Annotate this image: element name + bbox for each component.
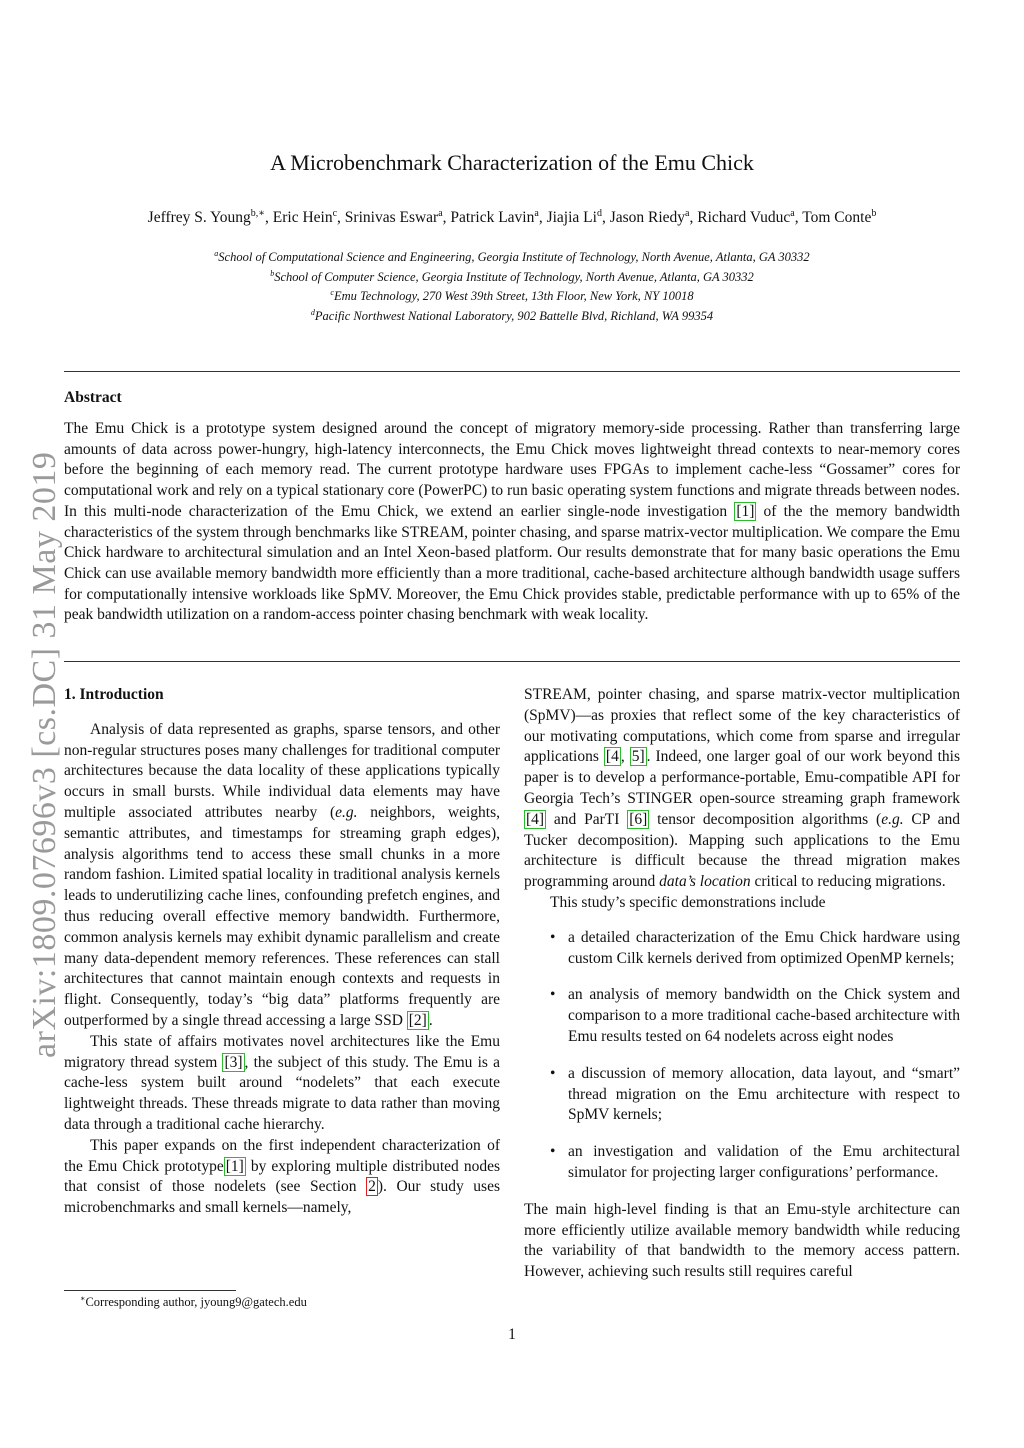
paragraph: This state of affairs motivates novel architectures like the Emu migratory thread system [3] , the subject of this study. The Emu is a cache-less system built around “nodelets” that each execute lightweight threads. These threads migrate to data rather than moving data through a traditional cache hierarchy. xyxy=(64,1032,500,1133)
citation-link[interactable]: [6] xyxy=(629,810,648,828)
affiliation: $^a$School of Computational Science and Engineering, Georgia Institute of Technology, North Avenue, Atlanta, GA 30332 xyxy=(214,249,810,265)
author: Jiajia Li$^d$ xyxy=(546,208,602,227)
paragraph: Analysis of data represented as graphs, sparse tensors, and other non-regular structures poses many challenges for traditional computer architectures because the data locality of these applications typically occurs in small bursts. While individual data elements may have multiple associated attributes nearby (e.g. neighbors, weights, semantic attributes, and timestamps for streaming graph edges), analysis algorithms tend to access these small chunks in a more random fashion. Limited spatial locality in traditional analysis kernels leads to underutilizing cache lines, confounding prefetch engines, and thus reducing overall effective memory bandwidth. Furthermore, common analysis kernels may exhibit dynamic parallelism and create many data-dependent memory references. These references can stall architectures that cannot maintain enough contexts and requests in flight. Consequently, today’s “big data” platforms frequently are outperformed by a single thread accessing a large SSD [2] . xyxy=(64,720,500,1029)
list-item: • an analysis of memory bandwidth on the Chick system and comparison to a more traditional cache-based architecture with Emu results tested on 64 nodelets across eight nodes xyxy=(550,986,960,1045)
paragraph: The main high-level finding is that an Emu-style architecture can more efficiently utilize available memory bandwidth while reducing the variability of that bandwidth to the memory access pattern. However, achieving such results still requires careful xyxy=(524,1200,960,1281)
right-column xyxy=(524,685,960,1283)
affiliation: $^b$School of Computer Science, Georgia Institute of Technology, North Avenue, Atlanta, GA 30332 xyxy=(270,268,754,284)
page-number: 1 xyxy=(508,1326,516,1343)
author: Richard Vuduc$^a$ xyxy=(697,208,795,227)
bullet-icon: • xyxy=(550,1064,556,1082)
author: Tom Conte$^b$ xyxy=(802,208,877,227)
author: Eric Hein$^c$ xyxy=(272,208,338,227)
list-item: • an investigation and validation of the Emu architectural simulator for projecting larger configurations’ performance. xyxy=(550,1143,960,1181)
paragraph: STREAM, pointer chasing, and sparse matrix-vector multiplication (SpMV)—as proxies that reflect some of the key characteristics of our motivating computations, which come from sparse and irregular applications [4 , 5] . Indeed, one larger goal of our work beyond this paper is to develop a performance-portable, Emu-compatible API for Georgia Tech’s STINGER open-source streaming graph framework [4] and ParTI [6] tensor decomposition algorithms (e.g. CP and Tucker decomposition). Mapping such applications to the Emu architecture is difficult because the thread migration makes programming around data’s location critical to reducing migrations. xyxy=(524,686,961,891)
citation-link[interactable]: [3] xyxy=(224,1053,243,1071)
list-item: • a discussion of memory allocation, data layout, and “smart” thread migration on the Emu architecture with respect to SpMV kernels; xyxy=(550,1064,960,1124)
citation-link[interactable]: 5] xyxy=(631,748,645,766)
bullet-icon: • xyxy=(550,928,556,946)
bullet-icon: • xyxy=(550,986,556,1004)
affiliations xyxy=(0,246,1024,325)
abstract-heading: Abstract xyxy=(64,389,122,406)
contribution-list xyxy=(524,928,960,1184)
abstract-bottom-rule xyxy=(64,661,960,662)
section-link[interactable]: 2 xyxy=(368,1178,376,1196)
paragraph: This study’s specific demonstrations include xyxy=(550,893,826,911)
abstract-body: The Emu Chick is a prototype system designed around the concept of migratory memory-side processing. Rather than transferring large amounts of data across power-hungry, high-latency interconnects, the Emu Chick moves lightweight thread contexts to near-memory cores before the beginning of each memory read. The current prototype hardware uses FPGAs to implement cache-less “Gossamer” cores for computational work and rely on a typical stationary core (PowerPC) to run basic operating system functions and migrate threads between nodes. In this multi-node characterization of the Emu Chick, we extend an earlier single-node investigation [1] of the the memory bandwidth characteristics of the system through benchmarks like STREAM, pointer chasing, and sparse matrix-vector multiplication. We compare the Emu Chick hardware to architectural simulation and an Intel Xeon-based platform. Our results demonstrate that for many basic operations the Emu Chick can use available memory bandwidth more efficiently than a more traditional, cache-based architecture although bandwidth usage suffers for computationally intensive workloads like SpMV. Moreover, the Emu Chick provides stable, predictable performance with up to 65% of the peak bandwidth utilization on a random-access pointer chasing benchmark with weak locality. xyxy=(64,420,960,624)
citation-link[interactable]: [2] xyxy=(408,1011,427,1029)
author-list: Jeffrey S. Young$^{b,∗}$, Eric Hein$^c$, Srinivas Eswar$^a$, Patrick Lavin$^a$, Jiajia Li$^d$, Jason Riedy$^a$, Richard Vuduc$^a$, Tom Conte$^b$ xyxy=(147,208,877,227)
citation-link[interactable]: [4 xyxy=(605,748,619,766)
footnote: ∗Corresponding author, jyoung9@gatech.edu xyxy=(80,1294,307,1310)
author: Jeffrey S. Young$^{b,∗}$ xyxy=(147,208,266,227)
arxiv-watermark: arXiv:1809.07696v3 [cs.DC] 31 May 2019 xyxy=(26,451,63,1058)
citation-link[interactable]: [4] xyxy=(526,810,545,828)
footnote-rule xyxy=(64,1290,236,1291)
author: Jason Riedy$^a$ xyxy=(609,208,690,227)
bullet-icon: • xyxy=(550,1143,556,1161)
list-item: • a detailed characterization of the Emu Chick hardware using custom Cilk kernels derived from optimized OpenMP kernels; xyxy=(550,928,960,967)
affiliation: $^c$Emu Technology, 270 West 39th Street, 13th Floor, New York, NY 10018 xyxy=(330,288,694,304)
section-heading: 1. Introduction xyxy=(64,686,164,703)
paragraph: This paper expands on the first independent characterization of the Emu Chick prototype [1] by exploring multiple distributed nodes that consist of those nodelets (see Section 2 ). Our study uses microbenchmarks and small kernels—namely, xyxy=(64,1136,500,1217)
left-column xyxy=(64,685,500,1219)
affiliation: $^d$Pacific Northwest National Laboratory, 902 Battelle Blvd, Richland, WA 99354 xyxy=(310,307,714,324)
citation-link[interactable]: [1] xyxy=(736,502,755,520)
paper-title: A Microbenchmark Characterization of the Emu Chick xyxy=(270,150,754,175)
author: Srinivas Eswar$^a$ xyxy=(344,208,443,227)
citation-link[interactable]: [1] xyxy=(225,1157,244,1175)
top-rule xyxy=(64,371,960,372)
author: Patrick Lavin$^a$ xyxy=(450,208,539,227)
